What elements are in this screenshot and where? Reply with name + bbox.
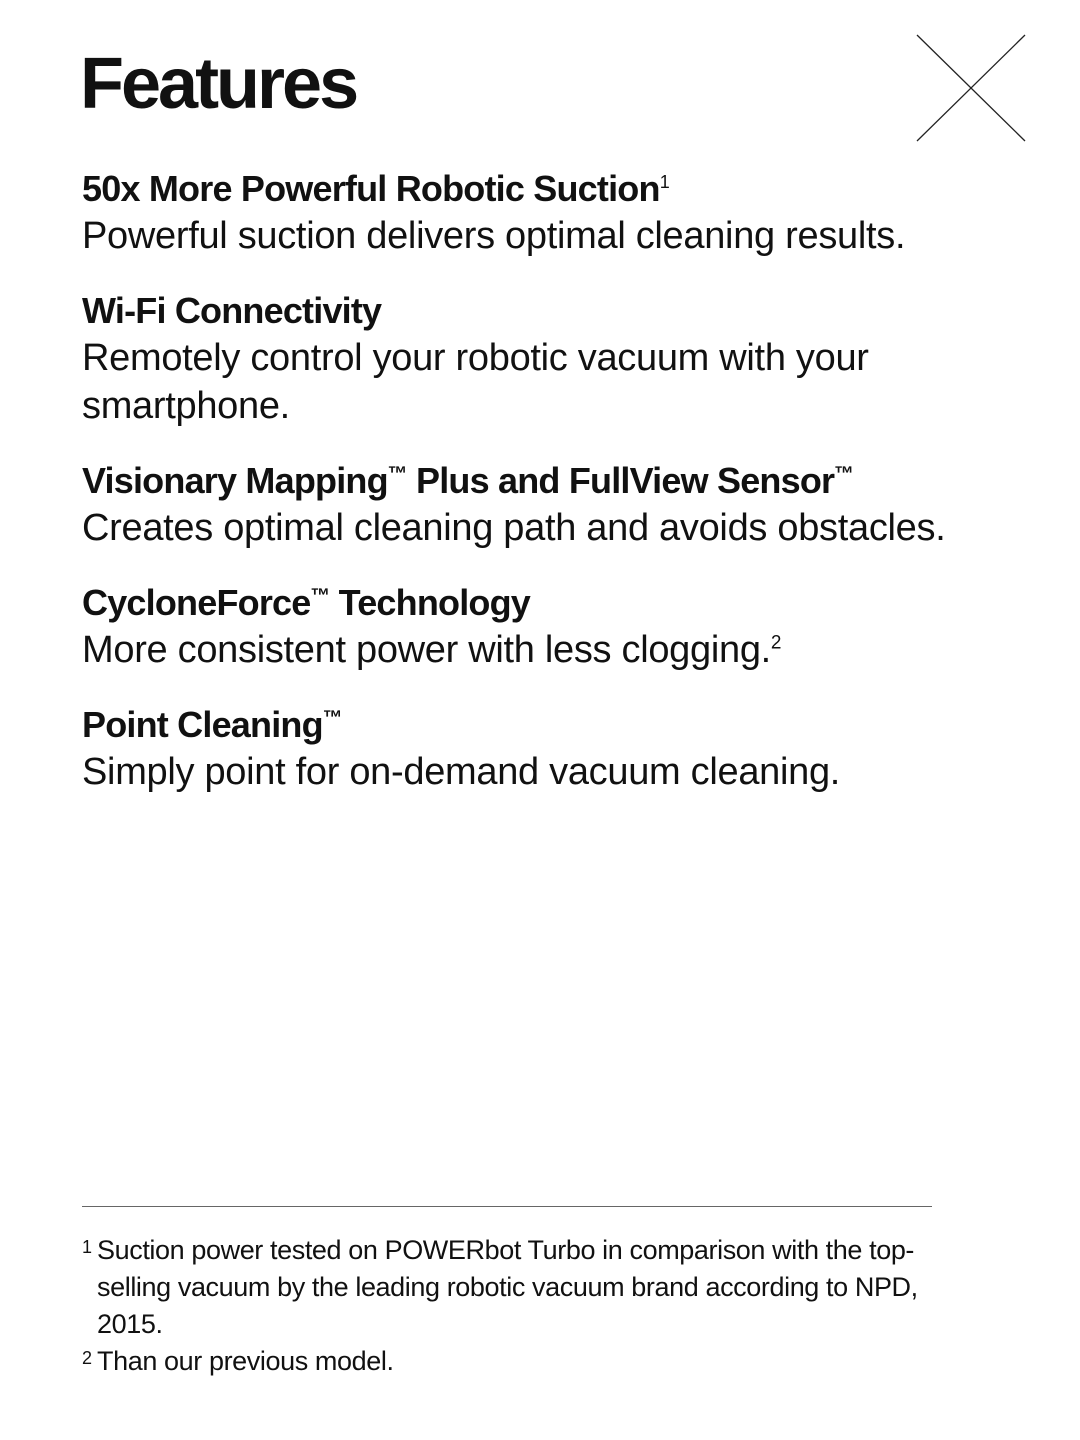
close-icon [916,34,1026,144]
page-title: Features [80,44,357,124]
features-list [82,166,1042,824]
feature-description: Simply point for on-demand vacuum cleaning. [82,751,841,793]
footnote-ref: 2 [770,632,782,654]
feature-item-cycloneforce [82,580,1042,674]
footnote-text: Than our previous model. [97,1346,394,1376]
feature-description: More consistent power with less clogging.$^2$ [82,629,782,671]
feature-title: Point Cleaning™ [82,704,342,745]
footnote-text: Suction power tested on POWERbot Turbo in comparison with the top-selling vacuum by the leading robotic vacuum brand according to NPD, 2015. [97,1235,918,1339]
footnote-item [82,1343,952,1380]
close-button[interactable] [916,34,1026,144]
feature-item-wifi [82,288,1042,430]
feature-item-point-cleaning [82,702,1042,796]
footnote-ref: 1 [659,172,669,192]
feature-description: Powerful suction delivers optimal cleaning results. [82,215,906,257]
feature-description: Remotely control your robotic vacuum with your smartphone. [82,337,869,427]
feature-description: Creates optimal cleaning path and avoids obstacles. [82,507,946,549]
footnote-number: 2 [82,1348,92,1368]
feature-item-mapping [82,458,1042,552]
trademark-mark: ™ [387,463,407,485]
feature-item-suction [82,166,1042,260]
feature-title: 50x More Powerful Robotic Suction$^1$ [82,168,669,209]
footnote-item [82,1232,952,1343]
feature-title: Visionary Mapping™ Plus and FullView Sensor™ [82,460,854,501]
feature-title: Wi-Fi Connectivity [82,290,382,331]
footnotes-divider [82,1206,932,1207]
trademark-mark: ™ [310,585,330,607]
footnotes [82,1232,952,1380]
feature-title: CycloneForce™ Technology [82,582,531,623]
trademark-mark: ™ [834,463,854,485]
footnote-number: 1 [82,1237,92,1257]
trademark-mark: ™ [322,707,342,729]
